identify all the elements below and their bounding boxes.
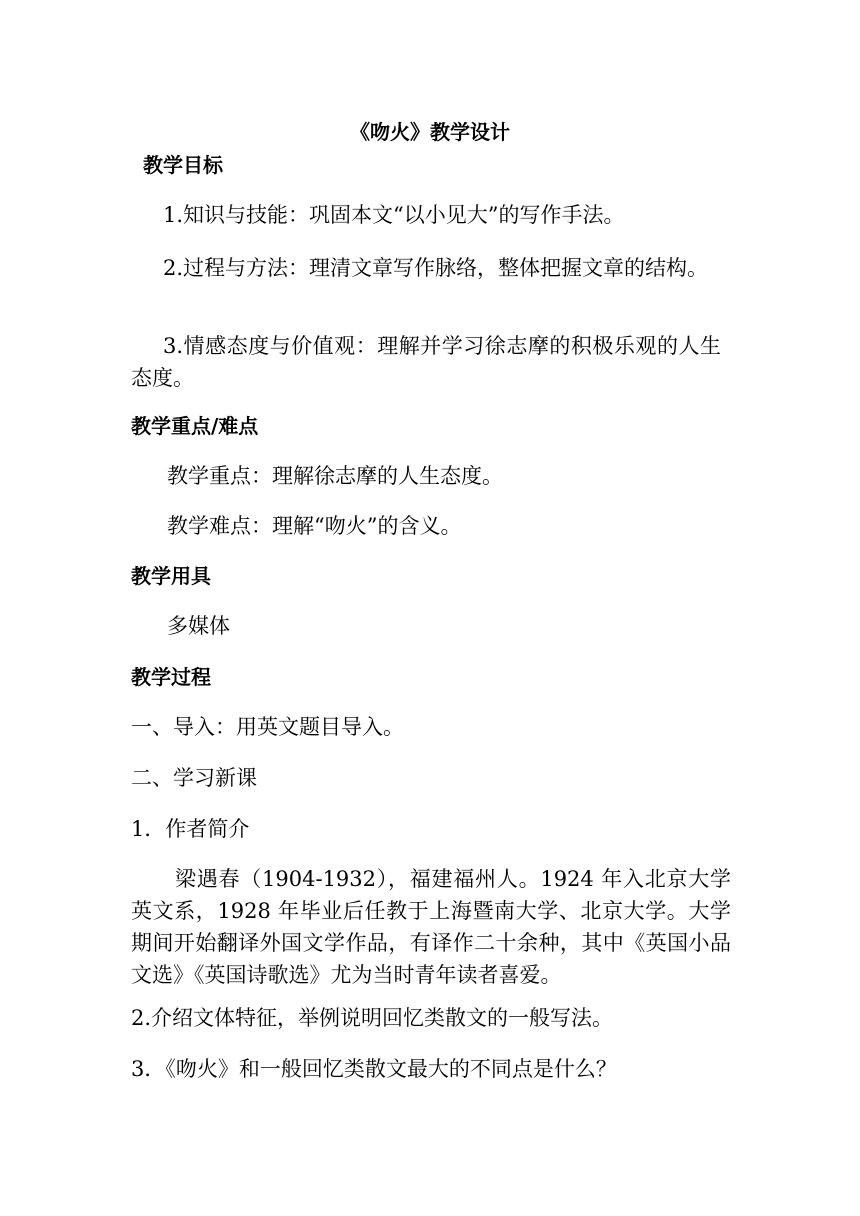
section-heading-process: 教学过程: [131, 665, 211, 689]
key-point-item: 教学重点：理解徐志摩的人生态度。: [167, 464, 503, 488]
process-item-question: 3．《吻火》和一般回忆类散文最大的不同点是什么？: [131, 1057, 617, 1081]
section-heading-tools: 教学用具: [131, 564, 211, 588]
author-bio-paragraph: 梁遇春（1904-1932），福建福州人。1924 年入北京大学英文系，1928 年毕业后任教于上海暨南大学、北京大学。大学期间开始翻译外国文学作品，有译作二十余种，其中《英国小品文选》《英国诗歌选》尤为当时青年读者喜爱。: [131, 867, 731, 987]
process-item-genre: 2.介绍文体特征，举例说明回忆类散文的一般写法。: [131, 1006, 614, 1030]
document-title: 《吻火》教学设计: [350, 120, 510, 144]
difficult-point-item: 教学难点：理解“吻火”的含义。: [167, 514, 462, 538]
section-heading-key-points: 教学重点/难点: [131, 414, 259, 438]
process-item-intro: 一、导入：用英文题目导入。: [131, 715, 404, 739]
goal-item-2: 2.过程与方法：理清文章写作脉络，整体把握文章的结构。: [163, 256, 709, 280]
section-heading-goals: 教学目标: [143, 153, 223, 177]
process-item-author-heading: 1．作者简介: [131, 817, 250, 841]
tool-item: 多媒体: [167, 614, 230, 638]
process-item-new-lesson: 二、学习新课: [131, 766, 257, 790]
goal-item-3: 3.情感态度与价值观：理解并学习徐志摩的积极乐观的人生态度。: [131, 334, 721, 390]
goal-item-1: 1.知识与技能：巩固本文“以小见大”的写作手法。: [163, 203, 625, 227]
